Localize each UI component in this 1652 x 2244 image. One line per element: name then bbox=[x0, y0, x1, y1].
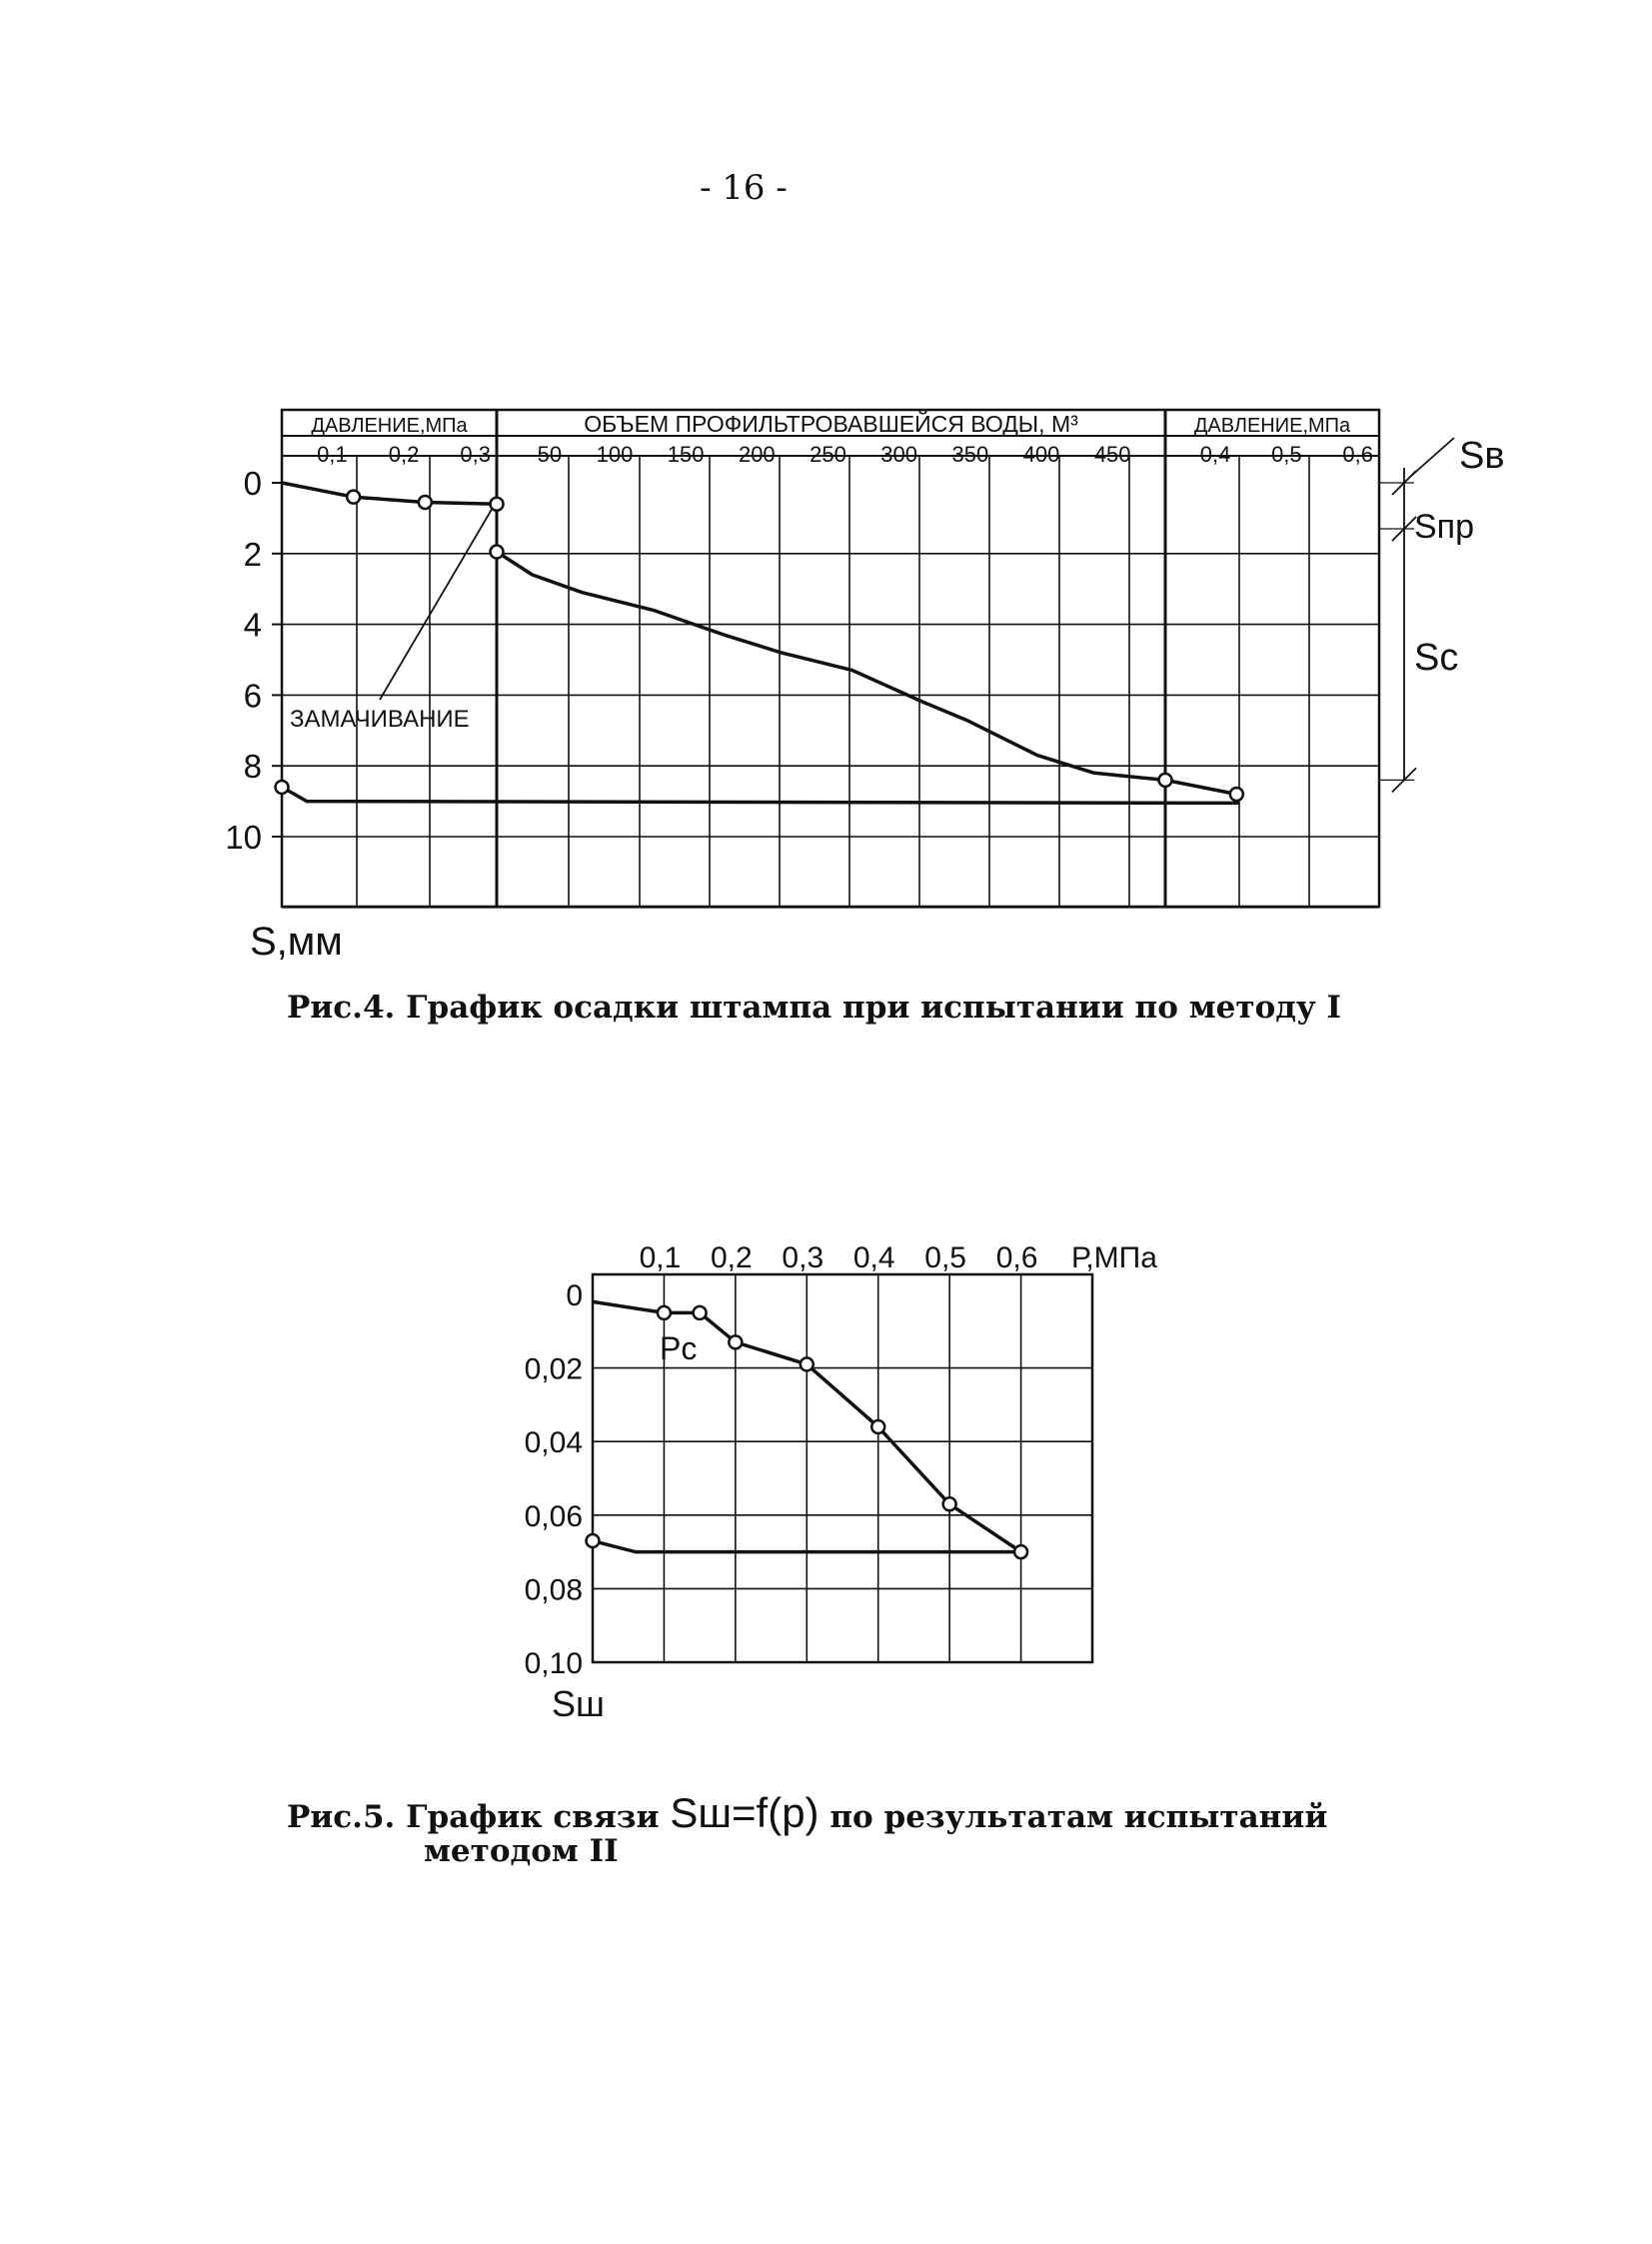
annotation-soaking: ЗАМАЧИВАНИЕ bbox=[290, 706, 470, 733]
chart-frame bbox=[282, 410, 1379, 907]
header-tick-label: 50 bbox=[537, 442, 563, 467]
data-point-marker bbox=[1230, 788, 1243, 801]
header-tick-label: 0,3 bbox=[460, 442, 491, 467]
series-rebound-line bbox=[282, 787, 1239, 803]
data-point-marker bbox=[276, 781, 289, 794]
data-point-marker bbox=[491, 546, 504, 559]
series-soaking-line bbox=[497, 552, 1165, 780]
chart-settlement-method-1 bbox=[0, 380, 1652, 990]
header-tick-label: 400 bbox=[1022, 442, 1060, 467]
header-section-label: ОБЪЕМ ПРОФИЛЬТРОВАВШЕЙСЯ ВОДЫ, М³ bbox=[584, 411, 1078, 437]
series-loading-line bbox=[282, 483, 497, 504]
data-point-marker bbox=[419, 496, 432, 509]
data-point-marker bbox=[1159, 774, 1172, 787]
data-point-marker bbox=[587, 1534, 600, 1547]
y-axis-label: Sш bbox=[552, 1683, 605, 1724]
annotation-s-c: Sc bbox=[1414, 637, 1459, 679]
header-tick-label: 250 bbox=[810, 442, 846, 467]
x-tick-label: 0,3 bbox=[782, 1241, 825, 1274]
data-point-marker bbox=[658, 1306, 671, 1319]
header-section-label: ДАВЛЕНИЕ,МПа bbox=[311, 415, 468, 437]
header-section-label: ДАВЛЕНИЕ,МПа bbox=[1193, 415, 1351, 437]
annotation-leader-line bbox=[380, 508, 493, 700]
figure-4-caption: Рис.4. График осадки штампа при испытании по методу I bbox=[287, 990, 1342, 1026]
header-tick-label: 0,4 bbox=[1199, 442, 1231, 467]
data-point-marker bbox=[694, 1306, 707, 1319]
x-tick-label: 0,6 bbox=[995, 1241, 1038, 1274]
header-tick-label: 100 bbox=[596, 442, 634, 467]
header-tick-label: 150 bbox=[667, 442, 705, 467]
annotation-pc: Рс bbox=[660, 1330, 698, 1366]
annotation-s-pr: Sпр bbox=[1414, 508, 1474, 546]
y-tick-label: 0,02 bbox=[524, 1352, 583, 1386]
y-tick-label: 8 bbox=[243, 748, 262, 786]
figure-5-caption-line1 bbox=[287, 1789, 1327, 1837]
data-point-marker bbox=[1014, 1545, 1027, 1558]
data-point-marker bbox=[347, 491, 360, 504]
header-tick-label: 350 bbox=[951, 442, 989, 467]
header-tick-label: 0,2 bbox=[388, 442, 420, 467]
y-tick-label: 2 bbox=[243, 535, 262, 573]
caption-formula: Sш=f(p) bbox=[670, 1789, 820, 1836]
x-tick-label: 0,1 bbox=[639, 1241, 682, 1274]
y-tick-label: 6 bbox=[243, 677, 262, 715]
y-tick-label: 0 bbox=[566, 1279, 583, 1312]
y-tick-label: 0,04 bbox=[524, 1426, 583, 1460]
y-tick-label: 0,10 bbox=[524, 1647, 583, 1680]
header-tick-label: 300 bbox=[880, 442, 918, 467]
data-point-marker bbox=[729, 1335, 742, 1348]
x-tick-label: 0,5 bbox=[924, 1241, 967, 1274]
x-tick-label: 0,4 bbox=[852, 1241, 895, 1274]
y-axis-label: S,мм bbox=[250, 920, 343, 964]
data-point-marker bbox=[801, 1357, 814, 1370]
header-tick-label: 0,5 bbox=[1271, 442, 1302, 467]
data-point-marker bbox=[871, 1420, 884, 1433]
figure-5-caption-line2: методом II bbox=[424, 1833, 619, 1869]
x-tick-label: 0,2 bbox=[710, 1241, 753, 1274]
page-number: - 16 - bbox=[700, 168, 788, 208]
caption-prefix: Рис.5. График связи bbox=[287, 1799, 660, 1835]
annotation-s-v: Sв bbox=[1459, 435, 1505, 477]
y-tick-label: 10 bbox=[225, 819, 262, 856]
series-unloading-line bbox=[1165, 780, 1236, 794]
header-tick-label: 200 bbox=[738, 442, 776, 467]
chart-settlement-method-2 bbox=[0, 1229, 1652, 1759]
data-point-marker bbox=[943, 1497, 956, 1510]
y-tick-label: 0 bbox=[243, 465, 262, 502]
y-tick-label: 0,08 bbox=[524, 1573, 583, 1607]
caption-suffix: по результатам испытаний bbox=[829, 1799, 1328, 1835]
y-tick-label: 4 bbox=[243, 606, 262, 644]
header-tick-label: 450 bbox=[1093, 442, 1131, 467]
annotation-leader-line bbox=[1410, 438, 1454, 477]
y-tick-label: 0,06 bbox=[524, 1499, 583, 1533]
header-tick-label: 0,6 bbox=[1342, 442, 1373, 467]
header-tick-label: 0,1 bbox=[317, 442, 348, 467]
x-axis-label: Р,МПа bbox=[1071, 1241, 1157, 1274]
